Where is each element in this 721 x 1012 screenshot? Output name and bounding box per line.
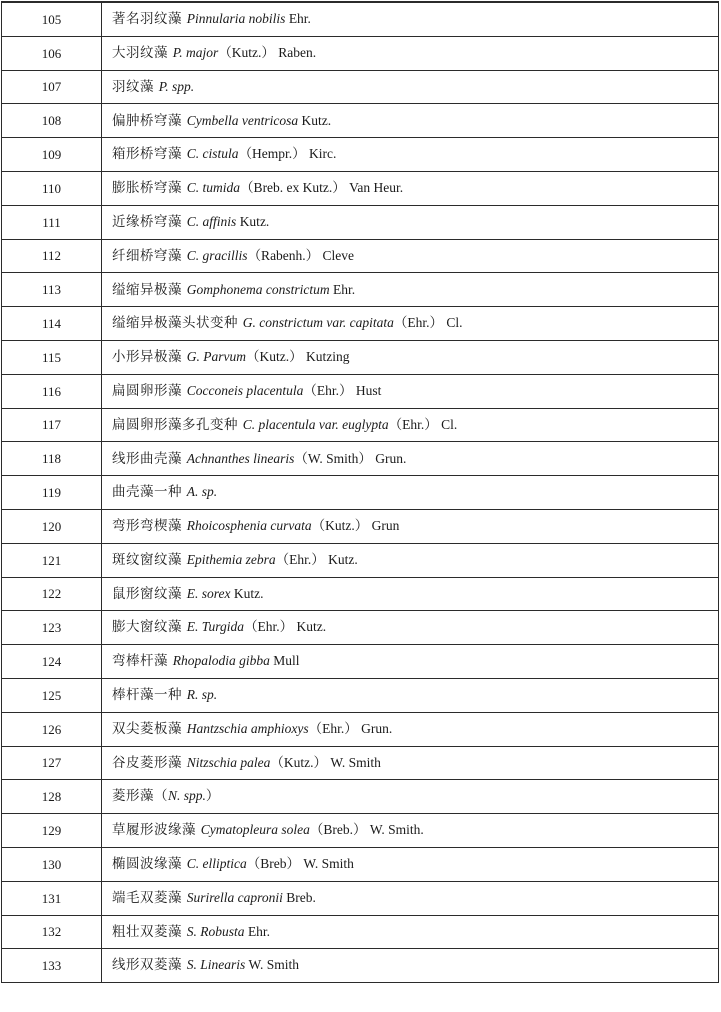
authority: （Ehr.） Kutz. [244, 619, 327, 635]
scientific-name: Surirella capronii [186, 889, 283, 905]
scientific-name: Rhoicosphenia curvata [186, 518, 312, 534]
chinese-name: 膨胀桥穹藻 [112, 180, 187, 197]
authority: （Breb） W. Smith [246, 856, 354, 872]
chinese-name: 缢缩异极藻头状变种 [112, 315, 243, 332]
species-number: 123 [2, 611, 102, 645]
chinese-name: 羽纹藻 [112, 78, 159, 95]
table-row [2, 239, 719, 273]
species-number: 132 [2, 915, 102, 949]
species-name-cell [102, 949, 719, 983]
species-number: 120 [2, 509, 102, 543]
chinese-name: 线形曲壳藻 [112, 450, 187, 467]
scientific-name: Cocconeis placentula [186, 382, 304, 398]
scientific-name: Cymatopleura solea [200, 822, 310, 838]
scientific-name: Epithemia zebra [186, 551, 276, 567]
scientific-name: C. gracillis [186, 247, 248, 263]
scientific-name: C. tumida [186, 180, 241, 196]
species-name-cell [102, 2, 719, 36]
species-name-cell [102, 577, 719, 611]
scientific-name: E. sorex [186, 585, 231, 601]
scientific-name: R. sp. [186, 687, 218, 703]
chinese-name: 粗壮双菱藻 [112, 923, 187, 940]
scientific-name: C. elliptica [186, 856, 247, 872]
authority: （Kutz.） W. Smith [270, 754, 381, 770]
table-row [2, 36, 719, 70]
table-row [2, 374, 719, 408]
table-row [2, 814, 719, 848]
scientific-name: Nitzschia palea [186, 754, 271, 770]
table-row [2, 205, 719, 239]
species-number: 119 [2, 476, 102, 510]
table-row [2, 847, 719, 881]
scientific-name: C. placentula var. euglypta [242, 416, 389, 432]
authority: （Kutz.） Raben. [218, 44, 317, 60]
chinese-name: 草履形波缘藻 [112, 822, 201, 839]
species-table-body [2, 2, 719, 983]
scientific-name: S. Robusta [186, 923, 245, 939]
chinese-name: 椭圆波缘藻 [112, 856, 187, 873]
table-row [2, 307, 719, 341]
species-number: 117 [2, 408, 102, 442]
species-number: 122 [2, 577, 102, 611]
species-number: 111 [2, 205, 102, 239]
authority: （W. Smith） Grun. [294, 450, 407, 466]
scientific-name: Gomphonema constrictum [186, 281, 330, 297]
species-name-cell [102, 374, 719, 408]
chinese-name: 小形异极藻 [112, 349, 187, 366]
species-name-cell [102, 273, 719, 307]
chinese-name: 大羽纹藻 [112, 44, 173, 61]
chinese-name: 弯棒杆藻 [112, 653, 173, 670]
scientific-name: A. sp. [186, 484, 218, 500]
species-number: 131 [2, 881, 102, 915]
authority: （Kutz.） Kutzing [246, 349, 350, 365]
species-number: 108 [2, 104, 102, 138]
table-row [2, 645, 719, 679]
species-number: 121 [2, 543, 102, 577]
scientific-name: C. cistula [186, 146, 239, 162]
species-name-cell [102, 509, 719, 543]
scientific-name: S. Linearis [186, 957, 246, 973]
chinese-name: 近缘桥穹藻 [112, 213, 187, 230]
scientific-name: C. affinis [186, 213, 237, 229]
species-number: 129 [2, 814, 102, 848]
chinese-name: 双尖菱板藻 [112, 720, 187, 737]
scientific-name: Achnanthes linearis [186, 450, 295, 466]
scientific-name: G. constrictum var. capitata [242, 315, 394, 331]
table-row [2, 104, 719, 138]
species-number: 130 [2, 847, 102, 881]
species-name-cell [102, 340, 719, 374]
table-row [2, 476, 719, 510]
scientific-name: E. Turgida [186, 619, 245, 635]
species-number: 106 [2, 36, 102, 70]
table-row [2, 712, 719, 746]
species-name-cell [102, 814, 719, 848]
species-name-cell [102, 104, 719, 138]
species-name-cell [102, 746, 719, 780]
table-row [2, 70, 719, 104]
species-name-cell [102, 847, 719, 881]
chinese-name: 斑纹窗纹藻 [112, 551, 187, 568]
scientific-name: Hantzschia amphioxys [186, 720, 309, 736]
species-name-cell [102, 408, 719, 442]
chinese-name: 扁圆卵形藻多孔变种 [112, 416, 243, 433]
species-number: 116 [2, 374, 102, 408]
species-number: 113 [2, 273, 102, 307]
authority: （Ehr.） Cl. [388, 416, 458, 432]
authority: Kutz. [230, 585, 264, 601]
table-row [2, 340, 719, 374]
scientific-name: N. spp. [168, 788, 206, 804]
species-number: 133 [2, 949, 102, 983]
table-row [2, 780, 719, 814]
table-row [2, 881, 719, 915]
chinese-name: 箱形桥穹藻 [112, 146, 187, 163]
species-number: 125 [2, 678, 102, 712]
species-name-cell [102, 543, 719, 577]
table-row [2, 2, 719, 36]
species-name-cell [102, 476, 719, 510]
species-name-cell [102, 712, 719, 746]
chinese-name: 端毛双菱藻 [112, 889, 187, 906]
species-number: 115 [2, 340, 102, 374]
species-number: 128 [2, 780, 102, 814]
species-number: 109 [2, 138, 102, 172]
authority: Kutz. [298, 112, 332, 128]
chinese-name: 曲壳藻一种 [112, 484, 187, 501]
authority: Mull [269, 653, 300, 669]
authority: （Ehr.） Hust [303, 382, 382, 398]
scientific-name: Pinnularia nobilis [186, 11, 286, 27]
table-row [2, 273, 719, 307]
species-number: 124 [2, 645, 102, 679]
table-row [2, 949, 719, 983]
table-row [2, 577, 719, 611]
table-row [2, 746, 719, 780]
chinese-name: 膨大窗纹藻 [112, 619, 187, 636]
authority: Ehr. [329, 281, 356, 297]
authority: （Hempr.） Kirc. [238, 146, 337, 162]
species-table [1, 1, 719, 983]
species-number: 127 [2, 746, 102, 780]
authority: Breb. [282, 889, 316, 905]
chinese-name: 偏肿桥穹藻 [112, 112, 187, 129]
species-name-cell [102, 138, 719, 172]
species-number: 107 [2, 70, 102, 104]
chinese-name: 鼠形窗纹藻 [112, 585, 187, 602]
scientific-name: P. major [172, 44, 219, 60]
scientific-name: Cymbella ventricosa [186, 112, 299, 128]
chinese-name: 缢缩异极藻 [112, 281, 187, 298]
authority: W. Smith [245, 957, 299, 973]
species-name-cell [102, 239, 719, 273]
authority: （Ehr.） Kutz. [275, 551, 358, 567]
authority: Ehr. [285, 11, 311, 27]
species-number: 112 [2, 239, 102, 273]
authority: （Kutz.） Grun [311, 518, 400, 534]
authority: （Breb. ex Kutz.） Van Heur. [240, 180, 404, 196]
species-number: 118 [2, 442, 102, 476]
species-name-cell [102, 442, 719, 476]
authority: （Breb.） W. Smith. [309, 822, 424, 838]
table-row [2, 678, 719, 712]
authority: Kutz. [236, 213, 270, 229]
species-name-cell [102, 307, 719, 341]
table-row [2, 442, 719, 476]
species-number: 126 [2, 712, 102, 746]
scientific-name: P. spp. [158, 78, 195, 94]
species-number: 110 [2, 171, 102, 205]
table-row [2, 611, 719, 645]
chinese-name: 线形双菱藻 [112, 957, 187, 974]
chinese-name: 著名羽纹藻 [112, 11, 187, 28]
table-row [2, 509, 719, 543]
species-name-cell [102, 205, 719, 239]
scientific-name: G. Parvum [186, 349, 247, 365]
species-name-cell [102, 915, 719, 949]
table-row [2, 171, 719, 205]
chinese-name: 菱形藻（ [112, 788, 168, 805]
species-name-cell [102, 881, 719, 915]
species-name-cell [102, 645, 719, 679]
scientific-name: Rhopalodia gibba [172, 653, 270, 669]
species-name-cell [102, 70, 719, 104]
table-row [2, 543, 719, 577]
authority: （Rabenh.） Cleve [247, 247, 355, 263]
species-name-cell [102, 611, 719, 645]
species-name-cell [102, 678, 719, 712]
chinese-name: 扁圆卵形藻 [112, 382, 187, 399]
table-row [2, 138, 719, 172]
species-number: 114 [2, 307, 102, 341]
authority: Ehr. [244, 923, 271, 939]
species-name-cell [102, 171, 719, 205]
chinese-name: 谷皮菱形藻 [112, 754, 187, 771]
species-number: 105 [2, 2, 102, 36]
authority: ） [205, 788, 220, 804]
chinese-name: 纤细桥穹藻 [112, 247, 187, 264]
species-name-cell [102, 780, 719, 814]
authority: （Ehr.） Grun. [308, 720, 393, 736]
table-row [2, 915, 719, 949]
chinese-name: 弯形弯楔藻 [112, 518, 187, 535]
species-name-cell [102, 36, 719, 70]
table-row [2, 408, 719, 442]
chinese-name: 棒杆藻一种 [112, 687, 187, 704]
authority: （Ehr.） Cl. [393, 315, 463, 331]
